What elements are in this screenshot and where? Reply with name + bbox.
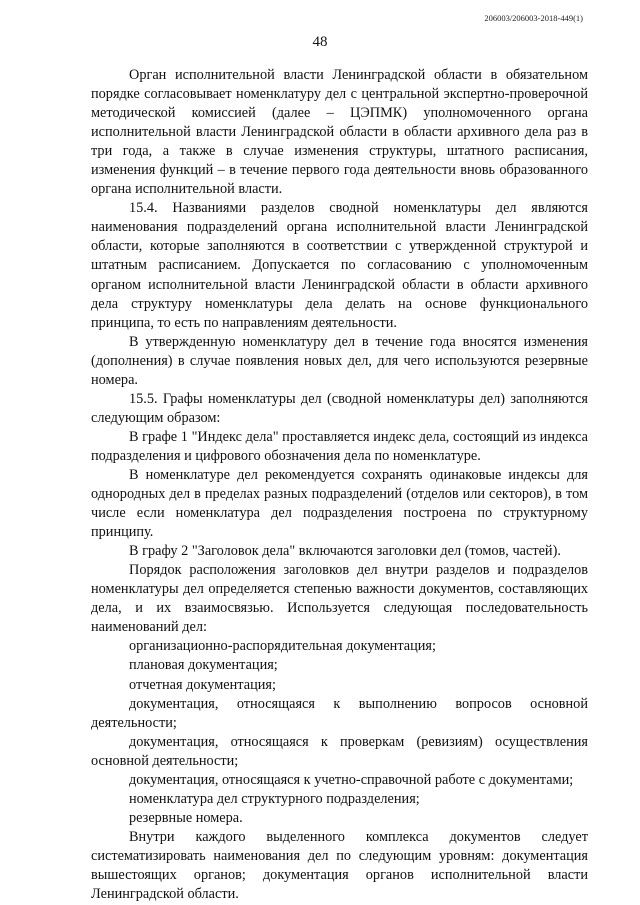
list-item: документация, относящаяся к выполнению вопросов основной деятельности; bbox=[91, 695, 588, 731]
paragraph-approval: Орган исполнительной власти Ленинградской области в обязательном порядке согласовывает номенклатуру дел с центральной экспертно-проверочной методической комиссией (далее – ЦЭПМК) уполномоченного органа исполнительной власти Ленинградской области в области архивного дела раз в три года, а также в случае изменения структуры, штатного расписания, изменения функций – в течение первого года деятельности вновь образованного органа исполнительной власти. bbox=[91, 67, 588, 198]
list-item: документация, относящаяся к проверкам (ревизиям) осуществления основной деятельности; bbox=[91, 733, 588, 769]
list-item: номенклатура дел структурного подразделения; bbox=[129, 790, 420, 807]
paragraph-15-5: 15.5. Графы номенклатуры дел (сводной номенклатуры дел) заполняются следующим образом: bbox=[91, 390, 588, 426]
document-id: 206003/206003-2018-449(1) bbox=[484, 13, 583, 23]
list-item: отчетная документация; bbox=[129, 676, 276, 693]
paragraph-changes: В утвержденную номенклатуру дел в течение года вносятся изменения (дополнения) в случае появления новых дел, для чего используются резервные номера. bbox=[91, 333, 588, 388]
list-item: плановая документация; bbox=[129, 657, 278, 674]
paragraph-indexes: В номенклатуре дел рекомендуется сохранять одинаковые индексы для однородных дел в пределах разных подразделений (отделов или секторов), в том числе если номенклатура дел подразделения построена по структурному принципу. bbox=[91, 466, 588, 541]
list-item: документация, относящаяся к учетно-справочной работе с документами; bbox=[129, 771, 574, 788]
paragraph-column-2: В графу 2 "Заголовок дела" включаются заголовки дел (томов, частей). bbox=[129, 543, 561, 560]
paragraph-systematize: Внутри каждого выделенного комплекса документов следует систематизировать наименования дел по следующим уровням: документация вышестоящих органов; документация органов исполнительной власти Ленинградской области. bbox=[91, 828, 588, 903]
page-number: 48 bbox=[312, 34, 328, 50]
document-body bbox=[91, 66, 588, 904]
paragraph-column-1: В графе 1 "Индекс дела" проставляется индекс дела, состоящий из индекса подразделения и цифрового обозначения дела по номенклатуре. bbox=[91, 428, 588, 464]
list-item: резервные номера. bbox=[129, 809, 243, 826]
paragraph-15-4: 15.4. Названиями разделов сводной номенклатуры дел являются наименования подразделений органа исполнительной власти Ленинградской области, которые заполняются в соответствии с утвержденной структурой и штатным расписанием. Допускается по согласованию с уполномоченным органом исполнительной власти Ленинградской области в области архивного дела структуру номенклатуры дела делать на основе функционального принципа, то есть по направлениям деятельности. bbox=[91, 200, 588, 331]
list-item: организационно-распорядительная документация; bbox=[129, 638, 436, 655]
paragraph-order: Порядок расположения заголовков дел внутри разделов и подразделов номенклатуры дел определяется степенью важности документов, составляющих дела, и их взаимосвязью. Используется следующая последовательность наименований дел: bbox=[91, 562, 588, 636]
